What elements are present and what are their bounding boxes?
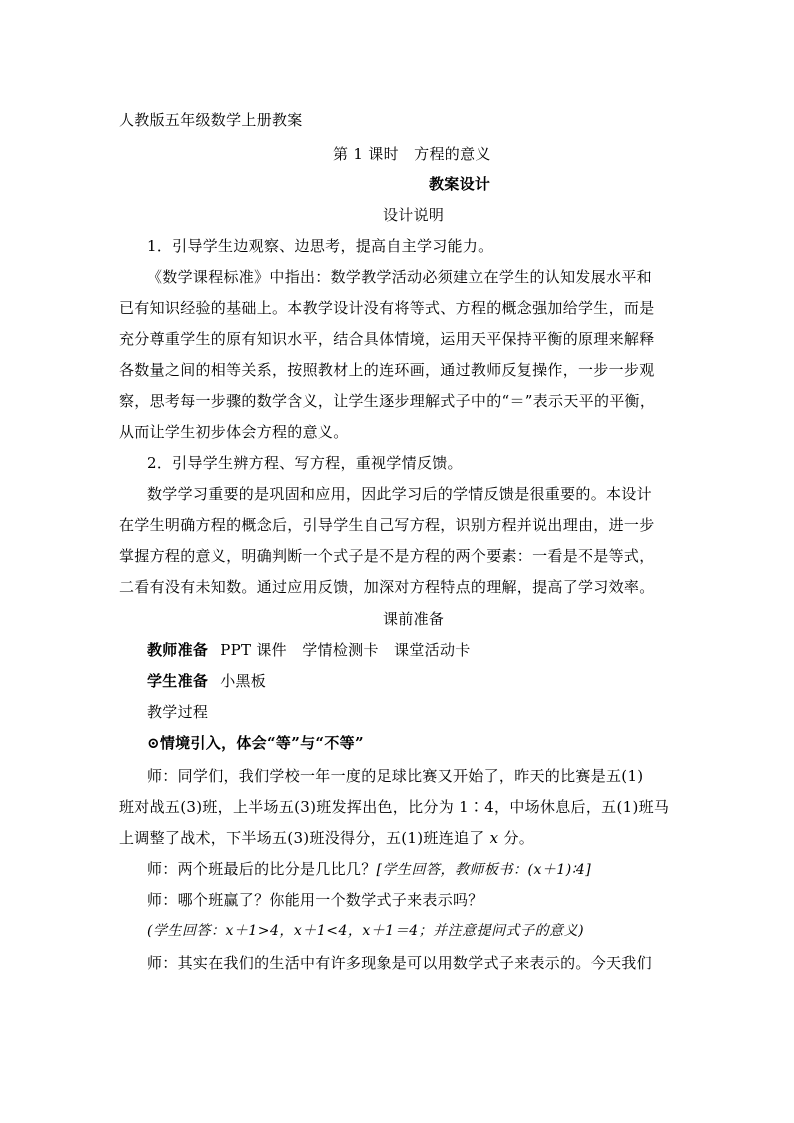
variable-x: x [362,923,371,939]
teacher-prep-label: 教师准备 [147,641,209,659]
step-1-title: ⊙情境引入，体会“等”与“不等” [147,734,364,752]
subsection-heading-notes: 设计说明 [383,206,445,224]
note-text: ＋1>4， [233,923,294,939]
lesson-title: 第 1 课时 方程的意义 [333,145,491,163]
dialog-line: 师：哪个班赢了？你能用一个数学式子来表示吗？ [147,891,484,909]
dialog-line [147,859,591,880]
note-text: ＋1<4， [302,923,363,939]
paragraph-line: 二看有没有未知数。通过应用反馈，加深对方程特点的理解，提高了学习效率。 [119,578,655,596]
point-2: 2．引导学生辨方程、写方程，重视学情反馈。 [147,454,463,472]
student-answer-note [147,921,584,941]
board-note [377,862,592,878]
note-text: (学生回答： [147,923,226,939]
document-header: 人教版五年级数学上册教案 [119,111,303,129]
board-note-text: [学生回答，教师板书：( [376,862,534,878]
note-text: ＋1＝4；并注意提问式子的意义) [370,923,585,939]
variable-x: x [225,923,234,939]
variable-x: x [533,862,542,878]
student-prep-label: 学生准备 [147,672,209,690]
dialog-text: 师：两个班最后的比分是几比几？ [147,860,377,878]
paragraph-line: 各数量之间的相等关系，按照教材上的连环画，通过教师反复操作，一步一步观 [119,361,655,379]
student-prep-items: 小黑板 [220,672,267,690]
student-prep [147,671,266,691]
dialog-line [119,828,534,848]
section-heading-design: 教案设计 [429,175,491,193]
paragraph-line: 充分尊重学生的原有知识水平，结合具体情境，运用天平保持平衡的原理来解释 [119,330,655,348]
paragraph-line: 《数学课程标准》中指出：数学教学活动必须建立在学生的认知发展水平和 [147,268,652,286]
dialog-text: 上调整了战术，下半场五(3)班没得分，五(1)班连追了 [119,829,490,847]
paragraph-line: 数学学习重要的是巩固和应用，因此学习后的学情反馈是很重要的。本设计 [147,485,652,503]
variable-x: x [489,829,499,847]
paragraph-line: 掌握方程的意义，明确判断一个式子是不是方程的两个要素：一看是不是等式， [119,547,655,565]
paragraph-line: 察，思考每一步骤的数学含义，让学生逐步理解式子中的“＝”表示天平的平衡， [119,392,656,410]
teacher-prep-items: PPT 课件 学情检测卡 课堂活动卡 [220,641,471,659]
paragraph-line: 在学生明确方程的概念后，引导学生自己写方程，识别方程并说出理由，进一步 [119,516,655,534]
variable-x: x [293,923,303,939]
dialog-line: 班对战五(3)班，上半场五(3)班发挥出色，比分为 1∶4，中场休息后，五(1)班马 [119,798,670,816]
paragraph-line: 已有知识经验的基础上。本教学设计没有将等式、方程的概念强加给学生，而是 [119,299,655,317]
paragraph-line: 从而让学生初步体会方程的意义。 [119,423,349,441]
dialog-line: 师：其实在我们的生活中有许多现象是可以用数学式子来表示的。今天我们 [147,954,652,972]
point-1: 1．引导学生边观察、边思考，提高自主学习能力。 [147,237,494,255]
board-note-text: ＋1)∶4] [541,862,592,878]
dialog-line: 师：同学们，我们学校一年一度的足球比赛又开始了，昨天的比赛是五(1) [147,767,644,785]
teacher-prep [147,640,471,660]
dialog-text: 分。 [498,829,535,847]
section-heading-prep: 课前准备 [383,610,445,628]
process-title: 教学过程 [147,703,209,721]
